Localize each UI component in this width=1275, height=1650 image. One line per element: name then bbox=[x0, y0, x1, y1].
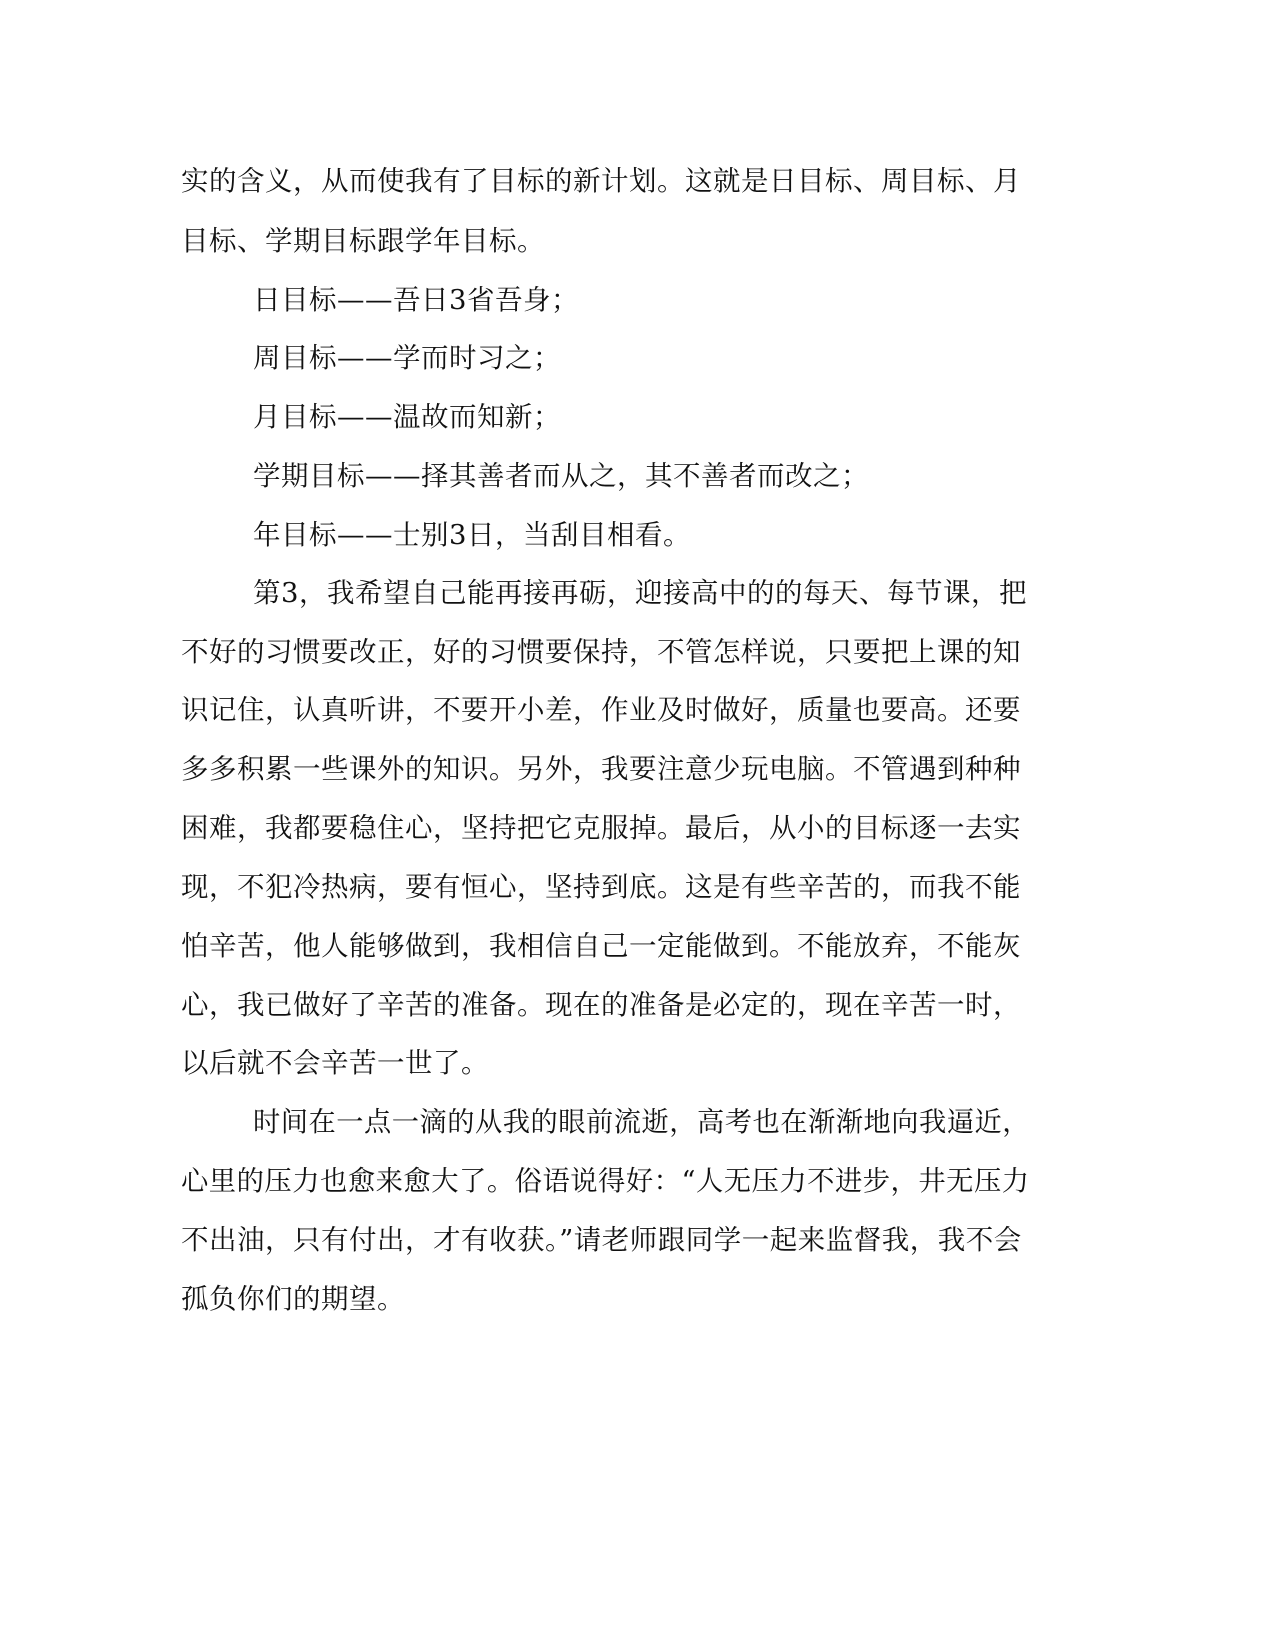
text-line: 以后就不会辛苦一世了。 bbox=[181, 1047, 489, 1079]
text-line: 月目标——温故而知新； bbox=[253, 401, 561, 433]
text-line: 心里的压力也愈来愈大了。俗语说得好：“人无压力不进步，井无压力 bbox=[181, 1165, 1030, 1197]
text-line: 困难，我都要稳住心，坚持把它克服掉。最后，从小的目标逐一去实 bbox=[181, 812, 1021, 844]
text-line: 实的含义，从而使我有了目标的新计划。这就是日目标、周目标、月 bbox=[181, 165, 1021, 197]
text-line: 不出油，只有付出，才有收获。”请老师跟同学一起来监督我，我不会 bbox=[181, 1224, 1022, 1256]
text-line: 目标、学期目标跟学年目标。 bbox=[181, 225, 545, 257]
text-line: 时间在一点一滴的从我的眼前流逝，高考也在渐渐地向我逼近， bbox=[253, 1106, 1031, 1138]
text-line: 不好的习惯要改正，好的习惯要保持，不管怎样说，只要把上课的知 bbox=[181, 636, 1021, 668]
text-line: 怕辛苦，他人能够做到，我相信自己一定能做到。不能放弃，不能灰 bbox=[181, 930, 1021, 962]
text-line: 孤负你们的期望。 bbox=[181, 1283, 405, 1315]
text-line: 周目标——学而时习之； bbox=[253, 342, 561, 374]
text-line: 现，不犯冷热病，要有恒心，坚持到底。这是有些辛苦的，而我不能 bbox=[181, 871, 1021, 903]
text-line: 日目标——吾日3省吾身； bbox=[253, 284, 579, 316]
text-line: 年目标——士别3日，当刮目相看。 bbox=[253, 519, 691, 551]
text-line: 多多积累一些课外的知识。另外，我要注意少玩电脑。不管遇到种种 bbox=[181, 753, 1021, 785]
text-line: 第3，我希望自己能再接再砺，迎接高中的的每天、每节课，把 bbox=[253, 577, 1027, 609]
text-line: 学期目标——择其善者而从之，其不善者而改之； bbox=[253, 460, 869, 492]
text-line: 心，我已做好了辛苦的准备。现在的准备是必定的，现在辛苦一时， bbox=[181, 989, 1021, 1021]
text-line: 识记住，认真听讲，不要开小差，作业及时做好，质量也要高。还要 bbox=[181, 694, 1021, 726]
